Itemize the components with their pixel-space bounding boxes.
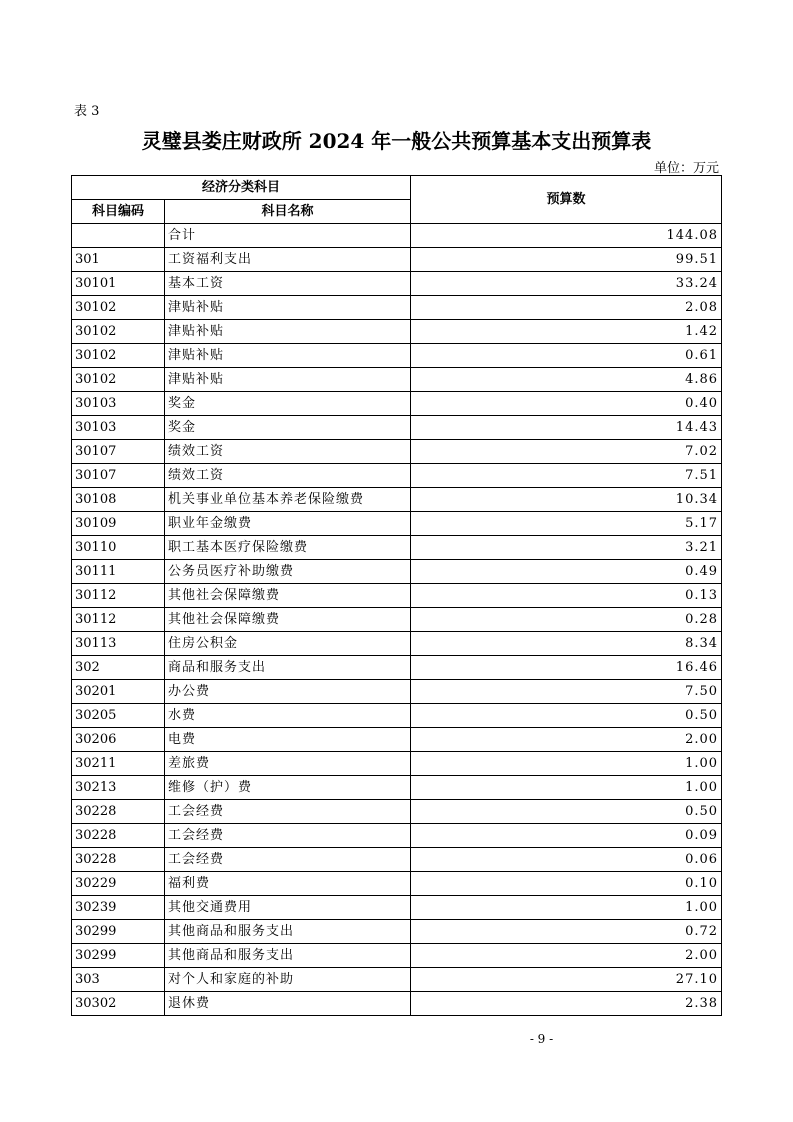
subject-code-cell: 30110 <box>72 536 165 560</box>
subject-code-cell: 30111 <box>72 560 165 584</box>
subject-name-cell: 其他社会保障缴费 <box>165 608 411 632</box>
subject-code-cell: 30109 <box>72 512 165 536</box>
budget-amount-cell: 16.46 <box>411 656 722 680</box>
subject-code-cell: 30102 <box>72 368 165 392</box>
subject-name-cell: 公务员医疗补助缴费 <box>165 560 411 584</box>
table-row <box>72 224 722 248</box>
table-row <box>72 944 722 968</box>
page-number: - 9 - <box>529 1032 554 1046</box>
budget-amount-cell: 2.38 <box>411 992 722 1016</box>
budget-amount-cell: 1.42 <box>411 320 722 344</box>
subject-code-cell: 30205 <box>72 704 165 728</box>
table-row <box>72 296 722 320</box>
subject-code-cell: 302 <box>72 656 165 680</box>
table-row <box>72 368 722 392</box>
budget-amount-cell: 7.51 <box>411 464 722 488</box>
budget-amount-cell: 1.00 <box>411 752 722 776</box>
budget-amount-cell: 0.72 <box>411 920 722 944</box>
subject-code-cell: 30211 <box>72 752 165 776</box>
document-title: 灵璧县娄庄财政所 2024 年一般公共预算基本支出预算表 <box>141 129 652 153</box>
subject-name-cell: 工资福利支出 <box>165 248 411 272</box>
table-row <box>72 584 722 608</box>
subject-code-cell: 301 <box>72 248 165 272</box>
subject-code-cell: 30299 <box>72 944 165 968</box>
table-row <box>72 248 722 272</box>
subject-name-cell: 其他交通费用 <box>165 896 411 920</box>
table-row <box>72 656 722 680</box>
subject-name-cell: 机关事业单位基本养老保险缴费 <box>165 488 411 512</box>
table-row <box>72 488 722 512</box>
budget-amount-cell: 2.08 <box>411 296 722 320</box>
subject-code-cell: 30112 <box>72 584 165 608</box>
table-row <box>72 776 722 800</box>
table-row <box>72 848 722 872</box>
subject-code-cell: 30228 <box>72 800 165 824</box>
subject-code-cell: 30102 <box>72 344 165 368</box>
budget-amount-cell: 0.50 <box>411 704 722 728</box>
subject-code-cell <box>72 224 165 248</box>
table-row <box>72 392 722 416</box>
table-row <box>72 560 722 584</box>
table-row <box>72 920 722 944</box>
subject-name-cell: 奖金 <box>165 416 411 440</box>
subject-name-cell: 津贴补贴 <box>165 320 411 344</box>
table-row <box>72 872 722 896</box>
table-row <box>72 320 722 344</box>
subject-name-cell: 工会经费 <box>165 824 411 848</box>
table-row <box>72 800 722 824</box>
subject-code-cell: 30107 <box>72 464 165 488</box>
table-row <box>72 464 722 488</box>
subject-name-cell: 职业年金缴费 <box>165 512 411 536</box>
table-row <box>72 968 722 992</box>
subject-name-cell: 津贴补贴 <box>165 368 411 392</box>
subject-code-cell: 30228 <box>72 848 165 872</box>
subject-code-cell: 30103 <box>72 392 165 416</box>
table-row <box>72 632 722 656</box>
budget-amount-cell: 5.17 <box>411 512 722 536</box>
subject-name-cell: 其他商品和服务支出 <box>165 920 411 944</box>
subject-name-cell: 工会经费 <box>165 800 411 824</box>
table-row <box>72 440 722 464</box>
subject-name-cell: 办公费 <box>165 680 411 704</box>
budget-amount-cell: 0.40 <box>411 392 722 416</box>
budget-amount-cell: 1.00 <box>411 776 722 800</box>
subject-name-cell: 福利费 <box>165 872 411 896</box>
subject-name-cell: 基本工资 <box>165 272 411 296</box>
subject-code-cell: 30213 <box>72 776 165 800</box>
budget-amount-cell: 7.50 <box>411 680 722 704</box>
table-row <box>72 680 722 704</box>
subject-name-cell: 商品和服务支出 <box>165 656 411 680</box>
table-row <box>72 344 722 368</box>
header-subject-name: 科目名称 <box>165 200 411 224</box>
subject-name-cell: 绩效工资 <box>165 464 411 488</box>
subject-name-cell: 工会经费 <box>165 848 411 872</box>
subject-code-cell: 30107 <box>72 440 165 464</box>
header-budget-amount: 预算数 <box>411 176 722 224</box>
budget-amount-cell: 0.61 <box>411 344 722 368</box>
budget-amount-cell: 2.00 <box>411 944 722 968</box>
budget-amount-cell: 0.49 <box>411 560 722 584</box>
table-row <box>72 608 722 632</box>
table-row <box>72 992 722 1016</box>
budget-table <box>71 175 722 1016</box>
budget-amount-cell: 0.06 <box>411 848 722 872</box>
budget-amount-cell: 1.00 <box>411 896 722 920</box>
budget-amount-cell: 33.24 <box>411 272 722 296</box>
subject-name-cell: 绩效工资 <box>165 440 411 464</box>
subject-name-cell: 住房公积金 <box>165 632 411 656</box>
subject-code-cell: 30206 <box>72 728 165 752</box>
subject-code-cell: 30103 <box>72 416 165 440</box>
unit-label: 单位：万元 <box>653 161 719 176</box>
subject-code-cell: 30228 <box>72 824 165 848</box>
table-row <box>72 512 722 536</box>
table-row <box>72 536 722 560</box>
subject-code-cell: 30299 <box>72 920 165 944</box>
budget-amount-cell: 2.00 <box>411 728 722 752</box>
subject-code-cell: 30201 <box>72 680 165 704</box>
budget-amount-cell: 27.10 <box>411 968 722 992</box>
table-header <box>72 176 722 224</box>
subject-name-cell: 合计 <box>165 224 411 248</box>
budget-amount-cell: 14.43 <box>411 416 722 440</box>
table-label: 表 3 <box>74 104 100 119</box>
budget-amount-cell: 8.34 <box>411 632 722 656</box>
subject-code-cell: 30239 <box>72 896 165 920</box>
subject-code-cell: 30108 <box>72 488 165 512</box>
table-row <box>72 896 722 920</box>
budget-amount-cell: 7.02 <box>411 440 722 464</box>
subject-name-cell: 差旅费 <box>165 752 411 776</box>
subject-name-cell: 退休费 <box>165 992 411 1016</box>
table-body <box>72 224 722 1016</box>
subject-code-cell: 30102 <box>72 320 165 344</box>
subject-code-cell: 30302 <box>72 992 165 1016</box>
header-economic-category: 经济分类科目 <box>72 176 411 200</box>
table-row <box>72 416 722 440</box>
budget-amount-cell: 0.50 <box>411 800 722 824</box>
table-row <box>72 728 722 752</box>
subject-name-cell: 对个人和家庭的补助 <box>165 968 411 992</box>
subject-code-cell: 30229 <box>72 872 165 896</box>
subject-name-cell: 津贴补贴 <box>165 344 411 368</box>
budget-amount-cell: 3.21 <box>411 536 722 560</box>
table-row <box>72 824 722 848</box>
subject-name-cell: 维修（护）费 <box>165 776 411 800</box>
subject-name-cell: 职工基本医疗保险缴费 <box>165 536 411 560</box>
budget-amount-cell: 144.08 <box>411 224 722 248</box>
subject-name-cell: 奖金 <box>165 392 411 416</box>
budget-amount-cell: 10.34 <box>411 488 722 512</box>
subject-code-cell: 30112 <box>72 608 165 632</box>
budget-amount-cell: 4.86 <box>411 368 722 392</box>
header-subject-code: 科目编码 <box>72 200 165 224</box>
subject-name-cell: 水费 <box>165 704 411 728</box>
subject-code-cell: 30101 <box>72 272 165 296</box>
subject-code-cell: 303 <box>72 968 165 992</box>
subject-name-cell: 其他商品和服务支出 <box>165 944 411 968</box>
subject-name-cell: 电费 <box>165 728 411 752</box>
subject-name-cell: 其他社会保障缴费 <box>165 584 411 608</box>
subject-code-cell: 30113 <box>72 632 165 656</box>
budget-amount-cell: 99.51 <box>411 248 722 272</box>
table-row <box>72 272 722 296</box>
budget-amount-cell: 0.09 <box>411 824 722 848</box>
budget-amount-cell: 0.28 <box>411 608 722 632</box>
budget-amount-cell: 0.10 <box>411 872 722 896</box>
table-row <box>72 704 722 728</box>
subject-name-cell: 津贴补贴 <box>165 296 411 320</box>
table-row <box>72 752 722 776</box>
subject-code-cell: 30102 <box>72 296 165 320</box>
budget-amount-cell: 0.13 <box>411 584 722 608</box>
